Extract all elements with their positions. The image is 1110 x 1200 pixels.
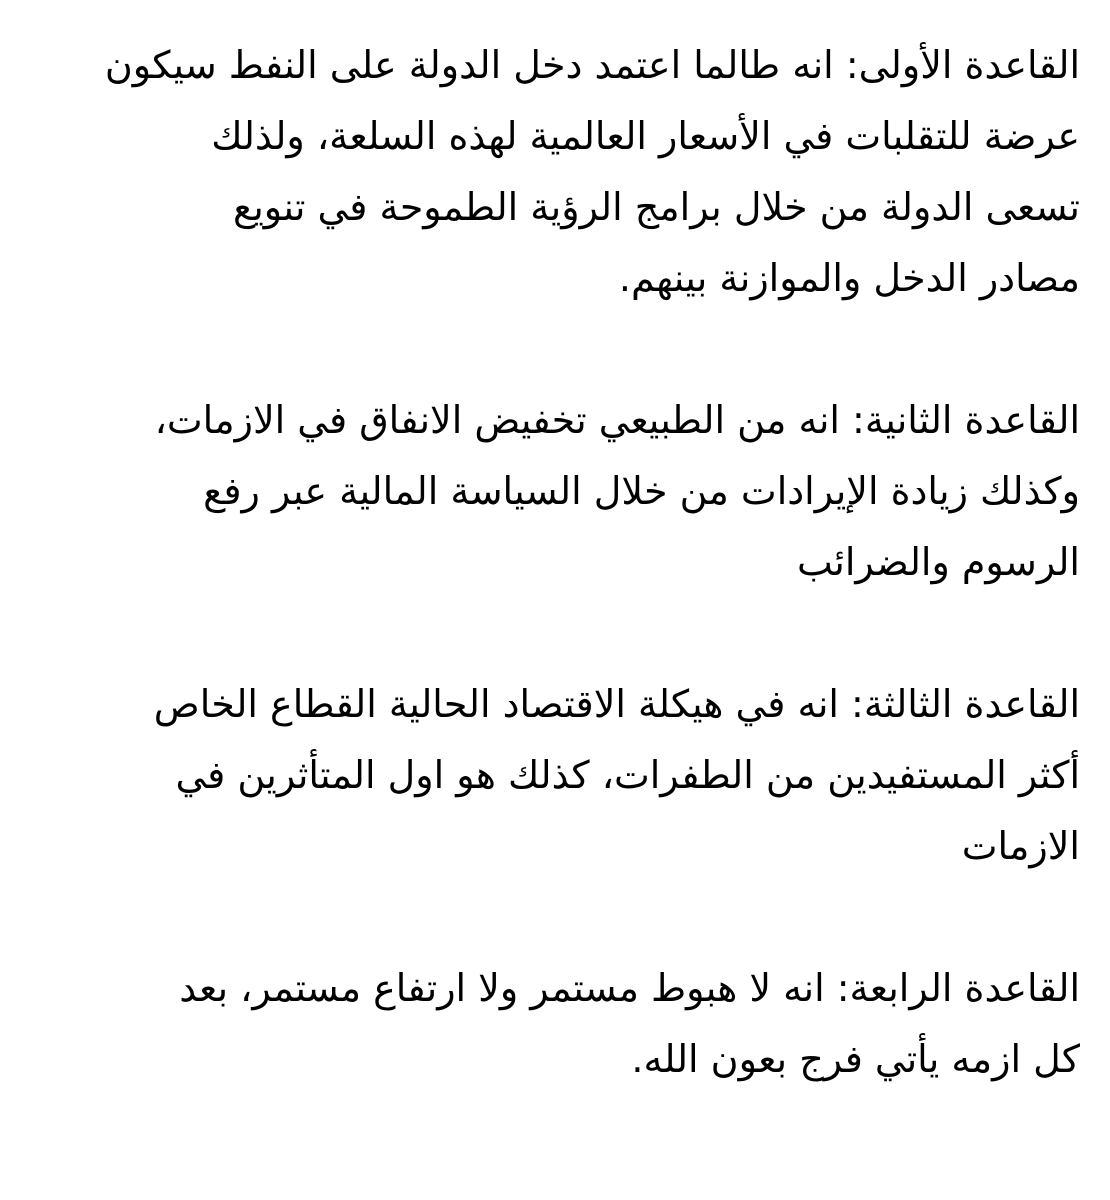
- rule-1-paragraph: [30, 30, 1080, 314]
- rule-3-paragraph: [30, 669, 1080, 882]
- rule-4-paragraph: [30, 953, 1080, 1095]
- rule-2-line-3: الرسوم والضرائب: [796, 540, 1080, 584]
- rule-3-line-2: أكثر المستفيدين من الطفرات، كذلك هو اول المتأثرين في: [175, 753, 1080, 797]
- rule-3-line-1: القاعدة الثالثة: انه في هيكلة الاقتصاد الحالية القطاع الخاص: [153, 682, 1080, 726]
- rule-2-line-2: وكذلك زيادة الإيرادات من خلال السياسة المالية عبر رفع: [203, 469, 1080, 513]
- rule-3-line-3: الازمات: [961, 824, 1080, 868]
- rule-1-line-2: عرضة للتقلبات في الأسعار العالمية لهذه السلعة، ولذلك: [211, 114, 1080, 158]
- rule-1-line-3: تسعى الدولة من خلال برامج الرؤية الطموحة في تنويع: [232, 185, 1080, 229]
- rule-4-line-2: كل ازمه يأتي فرج بعون الله.: [631, 1037, 1080, 1081]
- rule-4-line-1: القاعدة الرابعة: انه لا هبوط مستمر ولا ارتفاع مستمر، بعد: [179, 966, 1080, 1010]
- rule-2-paragraph: [30, 385, 1080, 598]
- rule-2-line-1: القاعدة الثانية: انه من الطبيعي تخفيض الانفاق في الازمات،: [154, 398, 1080, 442]
- rule-1-line-1: القاعدة الأولى: انه طالما اعتمد دخل الدولة على النفط سيكون: [104, 43, 1080, 87]
- rule-1-line-4: مصادر الدخل والموازنة بينهم.: [618, 256, 1080, 300]
